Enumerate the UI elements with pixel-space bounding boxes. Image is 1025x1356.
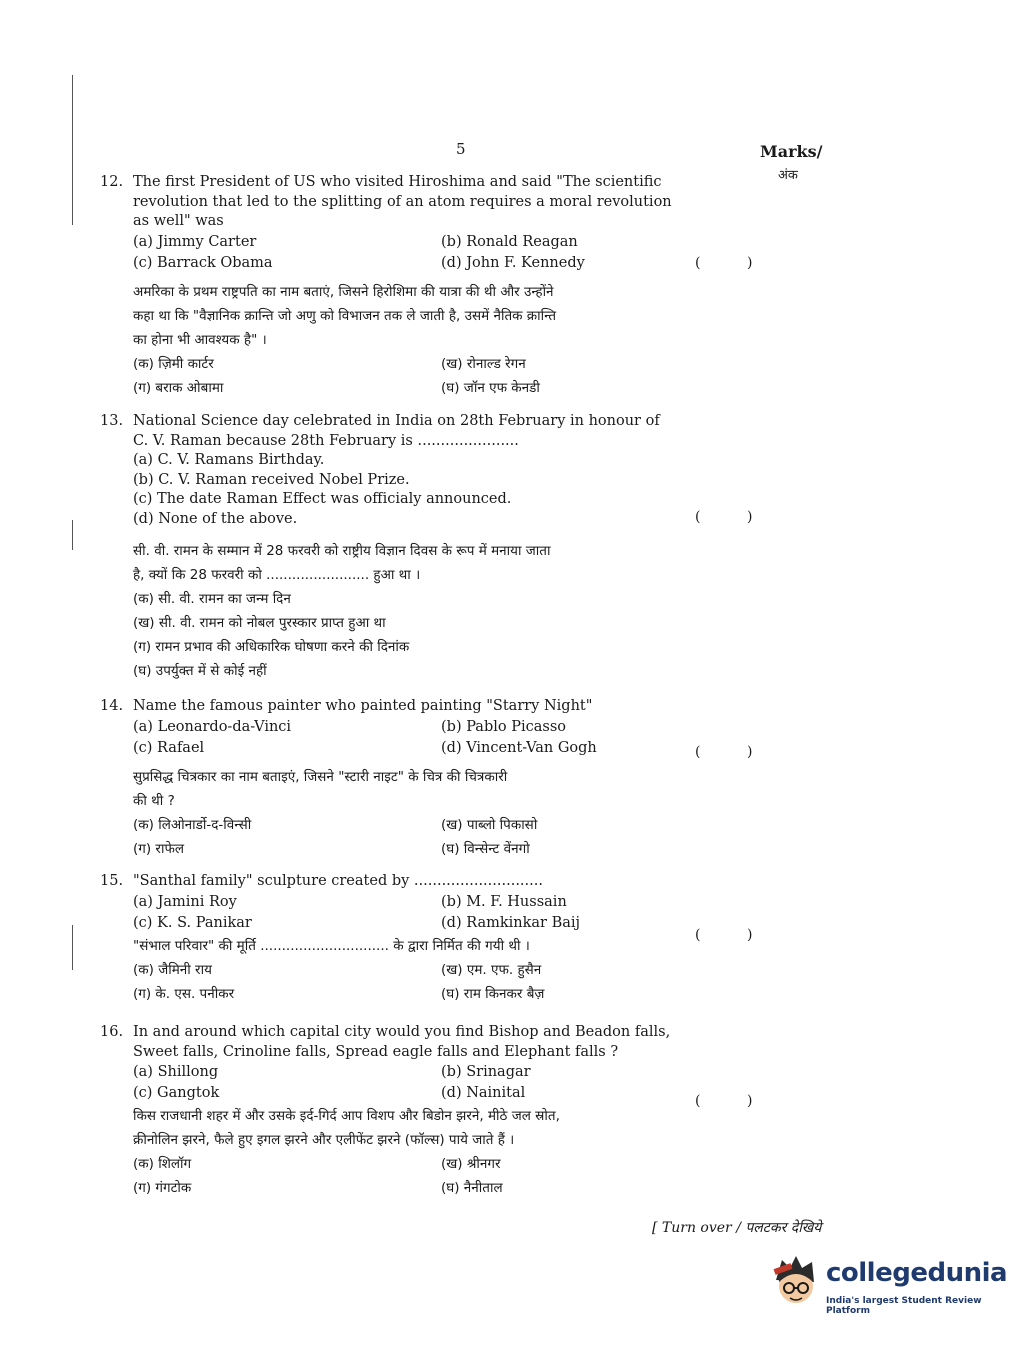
question-number: 14.: [100, 698, 124, 714]
hindi-option: (ग) राफेल: [133, 840, 185, 857]
option-d: (d) Ramkinkar Baij: [441, 914, 581, 931]
hindi-text-line: का होना भी आवश्यक है" ।: [133, 331, 267, 348]
option-row: [100, 1083, 750, 1104]
hindi-text-line: की थी ?: [133, 792, 175, 809]
hindi-option: (क) ज़िमी कार्टर: [133, 355, 214, 372]
option-b: (b) Ronald Reagan: [441, 233, 578, 250]
hindi-option-row: [100, 376, 750, 400]
margin-rule: [72, 75, 73, 225]
question-14: [100, 697, 750, 861]
margin-rule: [72, 925, 73, 970]
hindi-option-row: [100, 352, 750, 376]
option-row: [100, 717, 750, 738]
option-b: (b) Pablo Picasso: [441, 718, 566, 735]
option-a: (a) Shillong: [133, 1064, 219, 1080]
hindi-option: (क) लिओनार्डो-द-विन्सी: [133, 816, 252, 833]
question-text-line: revolution that led to the splitting of an atom requires a moral revolution: [133, 193, 672, 210]
answer-bracket: ( ): [695, 744, 753, 760]
question-text-line: Name the famous painter who painted painting "Starry Night": [133, 698, 593, 714]
option-d: (d) None of the above.: [133, 510, 298, 527]
option-b: (b) Srinagar: [441, 1064, 531, 1080]
option-c: (c) Gangtok: [133, 1085, 220, 1101]
hindi-option-row: [100, 958, 750, 982]
question-text-line: The first President of US who visited Hiroshima and said "The scientific: [133, 174, 662, 190]
hindi-option-row: [100, 1152, 750, 1176]
option-c: (c) Rafael: [133, 739, 205, 756]
marks-heading: Marks/: [760, 142, 823, 161]
hindi-option: (ग) गंगटोक: [133, 1180, 192, 1196]
option-d: (d) Vincent-Van Gogh: [441, 739, 597, 756]
hindi-text-line: सी. वी. रामन के सम्मान में 28 फरवरी को राष्ट्रीय विज्ञान दिवस के रूप में मनाया जाता: [133, 543, 551, 559]
page-number: 5: [456, 140, 466, 158]
option-row: [100, 913, 750, 934]
question-text-line: as well" was: [133, 213, 224, 229]
option-b: (b) M. F. Hussain: [441, 893, 567, 910]
hindi-option: (क) जैमिनी राय: [133, 961, 212, 978]
marks-heading-hindi: अंक: [778, 168, 798, 183]
logo-wordmark: collegedunia: [826, 1258, 1008, 1288]
option-row: [100, 253, 750, 274]
option-a: (a) Jimmy Carter: [133, 233, 257, 250]
collegedunia-logo[interactable]: [768, 1252, 1008, 1322]
hindi-option: (घ) विन्सेन्ट वेंनगो: [441, 840, 530, 857]
hindi-option-row: [100, 982, 750, 1006]
question-text-line: "Santhal family" sculpture created by ............................: [133, 873, 543, 889]
answer-bracket: ( ): [695, 255, 753, 271]
margin-rule: [72, 520, 73, 550]
hindi-option: (घ) नैनीताल: [441, 1180, 503, 1196]
option-a: (a) C. V. Ramans Birthday.: [133, 452, 325, 468]
question-number: 12.: [100, 174, 124, 190]
hindi-option: (घ) राम किनकर बैज़: [441, 985, 545, 1002]
option-row: [100, 738, 750, 759]
question-text-line: In and around which capital city would you find Bishop and Beadon falls,: [133, 1024, 671, 1040]
hindi-text-line: है, क्यों कि 28 फरवरी को ........................ हुआ था ।: [133, 567, 421, 583]
hindi-option: (ग) रामन प्रभाव की अधिकारिक घोषणा करने की दिनांक: [133, 639, 410, 655]
option-row: [100, 1062, 750, 1083]
mascot-icon: [768, 1252, 824, 1318]
hindi-option: (ख) सी. वी. रामन को नोबल पुरस्कार प्राप्त हुआ था: [133, 615, 386, 631]
question-15: [100, 872, 750, 1006]
hindi-option: (ख) पाब्लो पिकासो: [441, 816, 538, 833]
question-12: [100, 173, 750, 400]
question-text-line: C. V. Raman because 28th February is ......................: [133, 432, 519, 449]
question-text-line: National Science day celebrated in India on 28th February in honour of: [133, 413, 660, 429]
hindi-text-line: अमरिका के प्रथम राष्ट्रपति का नाम बताएं, जिसने हिरोशिमा की यात्रा की थी और उन्होंने: [133, 283, 554, 300]
hindi-option: (क) सी. वी. रामन का जन्म दिन: [133, 591, 291, 607]
hindi-option-row: [100, 1176, 750, 1200]
hindi-option: (घ) जॉन एफ केनडी: [441, 379, 540, 396]
option-a: (a) Jamini Roy: [133, 893, 237, 910]
hindi-text-line: सुप्रसिद्ध चित्रकार का नाम बताइएं, जिसने "स्टारी नाइट" के चित्र की चित्रकारी: [133, 768, 508, 785]
option-c: (c) The date Raman Effect was officialy announced.: [133, 491, 512, 507]
answer-bracket: ( ): [695, 927, 753, 943]
hindi-option-row: [100, 837, 750, 861]
option-c: (c) K. S. Panikar: [133, 914, 252, 931]
option-row: [100, 232, 750, 253]
hindi-option: (ख) एम. एफ. हुसैन: [441, 961, 542, 978]
option-d: (d) John F. Kennedy: [441, 254, 585, 271]
hindi-option: (ग) के. एस. पनीकर: [133, 985, 235, 1002]
option-c: (c) Barrack Obama: [133, 254, 273, 271]
logo-tagline: India's largest Student Review Platform: [826, 1296, 982, 1316]
hindi-option: (ग) बराक ओबामा: [133, 379, 224, 396]
question-13: [100, 412, 750, 683]
hindi-text-line: "संभाल परिवार" की मूर्ति .............................. के द्वारा निर्मित की गयी थी ।: [133, 937, 530, 954]
hindi-option: (ख) रोनाल्ड रेगन: [441, 355, 526, 372]
hindi-text-line: किस राजधानी शहर में और उसके इर्द-गिर्द आप विशप और बिडोन झरने, मीठे जल स्रोत,: [133, 1108, 560, 1124]
hindi-option: (क) शिलॉग: [133, 1156, 192, 1172]
turn-over-note: [ Turn over / पलटकर देखिये: [652, 1220, 822, 1236]
option-row: [100, 892, 750, 913]
question-number: 15.: [100, 873, 124, 889]
answer-bracket: ( ): [695, 1093, 753, 1109]
option-b: (b) C. V. Raman received Nobel Prize.: [133, 471, 410, 488]
question-number: 13.: [100, 413, 124, 429]
hindi-text-line: क्रीनोलिन झरने, फैले हुए इगल झरने और एलीफेंट झरने (फॉल्स) पाये जाते हैं ।: [133, 1132, 515, 1148]
option-a: (a) Leonardo-da-Vinci: [133, 718, 292, 735]
answer-bracket: ( ): [695, 509, 753, 525]
question-16: [100, 1023, 750, 1200]
hindi-text-line: कहा था कि "वैज्ञानिक क्रान्ति जो अणु को विभाजन तक ले जाती है, उसमें नैतिक क्रान्ति: [133, 307, 557, 324]
hindi-option: (ख) श्रीनगर: [441, 1156, 501, 1172]
option-d: (d) Nainital: [441, 1085, 526, 1101]
question-text-line: Sweet falls, Crinoline falls, Spread eagle falls and Elephant falls ?: [133, 1043, 619, 1060]
question-number: 16.: [100, 1024, 124, 1040]
hindi-option: (घ) उपर्युक्त में से कोई नहीं: [133, 663, 267, 679]
hindi-option-row: [100, 813, 750, 837]
